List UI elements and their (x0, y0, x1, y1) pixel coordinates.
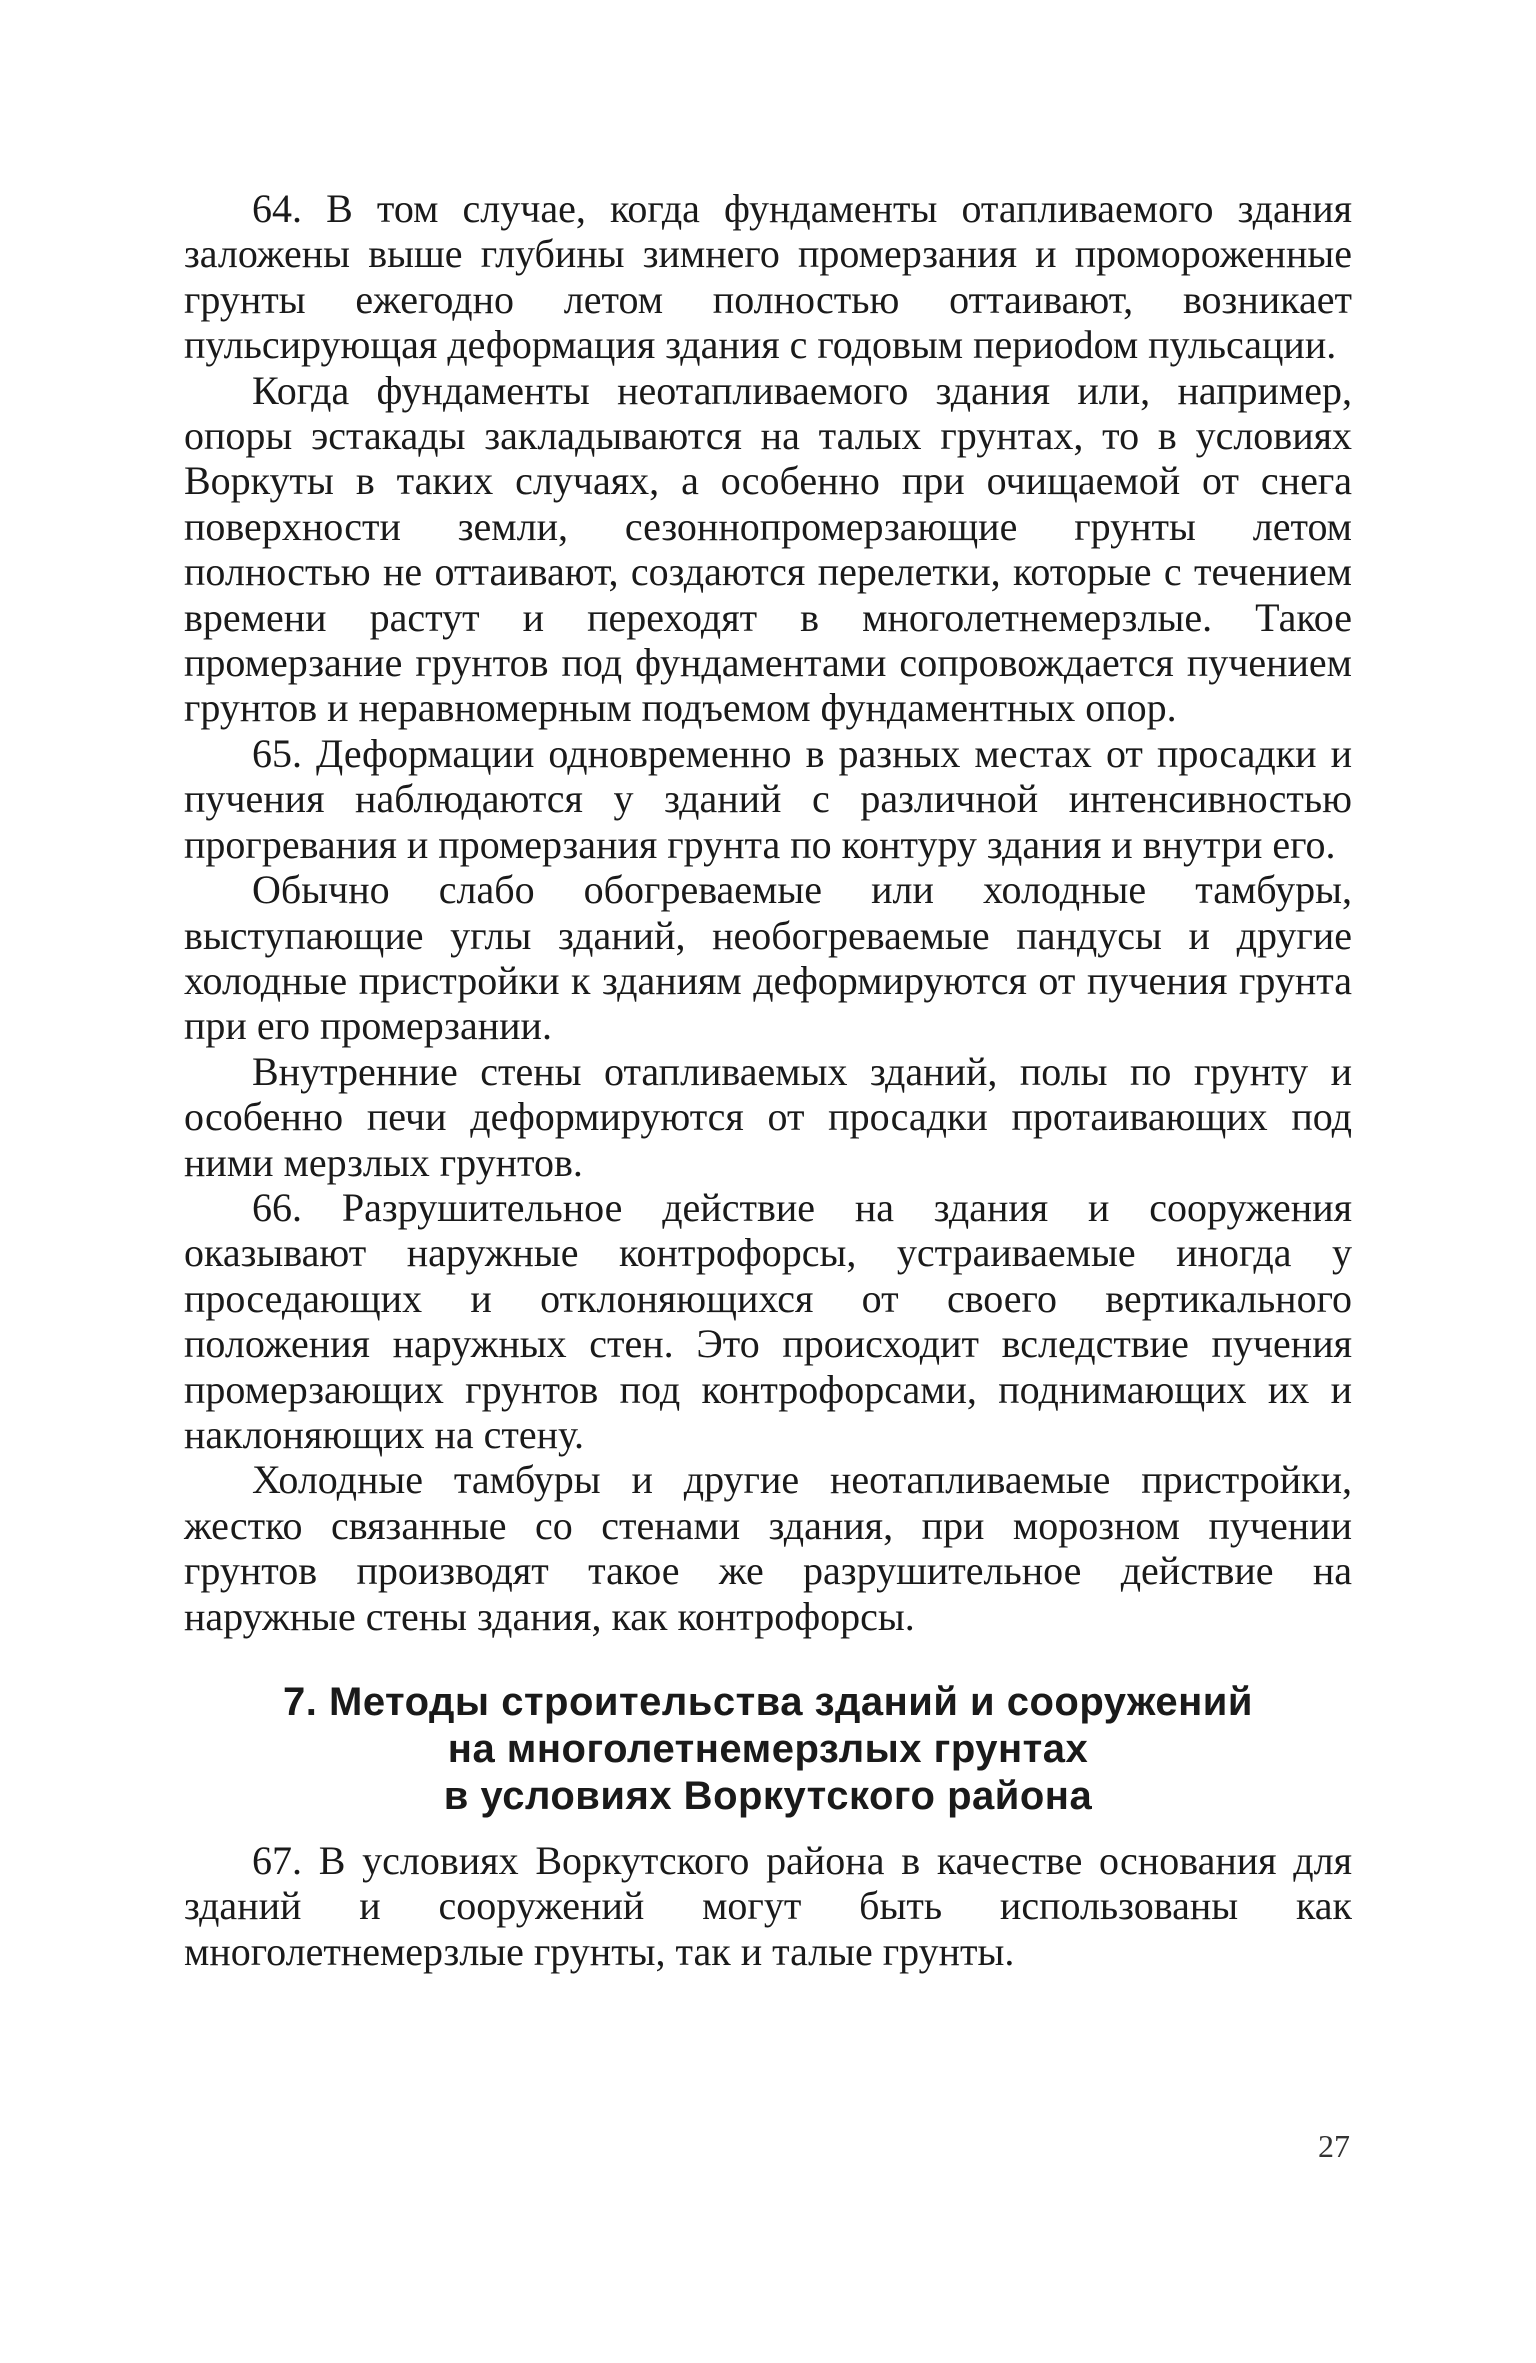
section-heading (184, 1679, 1352, 1820)
section-heading-line-1: 7. Методы строительства зданий и сооружений (283, 1680, 1253, 1724)
section-heading-line-2: на многолетнемерзлых грунтах (447, 1727, 1089, 1771)
paragraph-67: 67. В условиях Воркутского района в качестве основания для зданий и сооружений могут быть использованы как многолетнемерзлые грунты, так и талые грунты. (184, 1838, 1352, 1974)
paragraph-interior-walls: Внутренние стены отапливаемых зданий, полы по грунту и особенно печи деформируются от просадки протаивающих под ними мерзлых грунтов. (184, 1048, 1352, 1185)
paragraph-65: 65. Деформации одновременно в разных местах от просадки и пучения наблюдаются у зданий с различной интенсивностью прогревания и промерзания грунта по контуру здания и внутри его. (184, 730, 1352, 867)
page-body (184, 186, 1352, 1974)
page-number: 27 (1318, 2128, 1350, 2164)
paragraph-cold-vestibules: Обычно слабо обогреваемые или холодные тамбуры, выступающие углы зданий, необогреваемые пандусы и другие холодные пристройки к зданиям деформируются от пучения грунта при его промерзании. (184, 867, 1352, 1049)
paragraph-cold-annexes: Холодные тамбуры и другие неотапливаемые пристройки, жестко связанные со стенами здания, при морозном пучении грунтов производят такое же разрушительное действие на наружные стены здания, как контрофорсы. (184, 1457, 1352, 1639)
paragraph-66: 66. Разрушительное действие на здания и сооружения оказывают наружные контрофорсы, устраиваемые иногда у проседающих и отклоняющихся от своего вертикального положения наружных стен. Это происходит вследствие пучения промерзающих грунтов под контрофорсами, поднимающих их и наклоняющих на стену. (184, 1184, 1352, 1457)
section-heading-line-3: в условиях Воркутского района (443, 1774, 1093, 1818)
paragraph-64: 64. В том случае, когда фундаменты отапливаемого здания заложены выше глубины зимнего промерзания и промороженные грунты ежегодно летом полностью оттаивают, возникает пульсирующая деформация здания с годовым периоdом пульсации. (184, 186, 1352, 368)
paragraph-unheated-foundations: Когда фундаменты неотапливаемого здания или, например, опоры эстакады закладываются на талых грунтах, то в условиях Воркуты в таких случаях, а особенно при очищаемой от снега поверхности земли, сезоннопромерзающие грунты летом полностью не оттаивают, создаются перелетки, которые с течением времени растут и переходят в многолетнемерзлые. Такое промерзание грунтов под фундаментами сопровождается пучением грунтов и неравномерным подъемом фундаментных опор. (184, 367, 1352, 731)
